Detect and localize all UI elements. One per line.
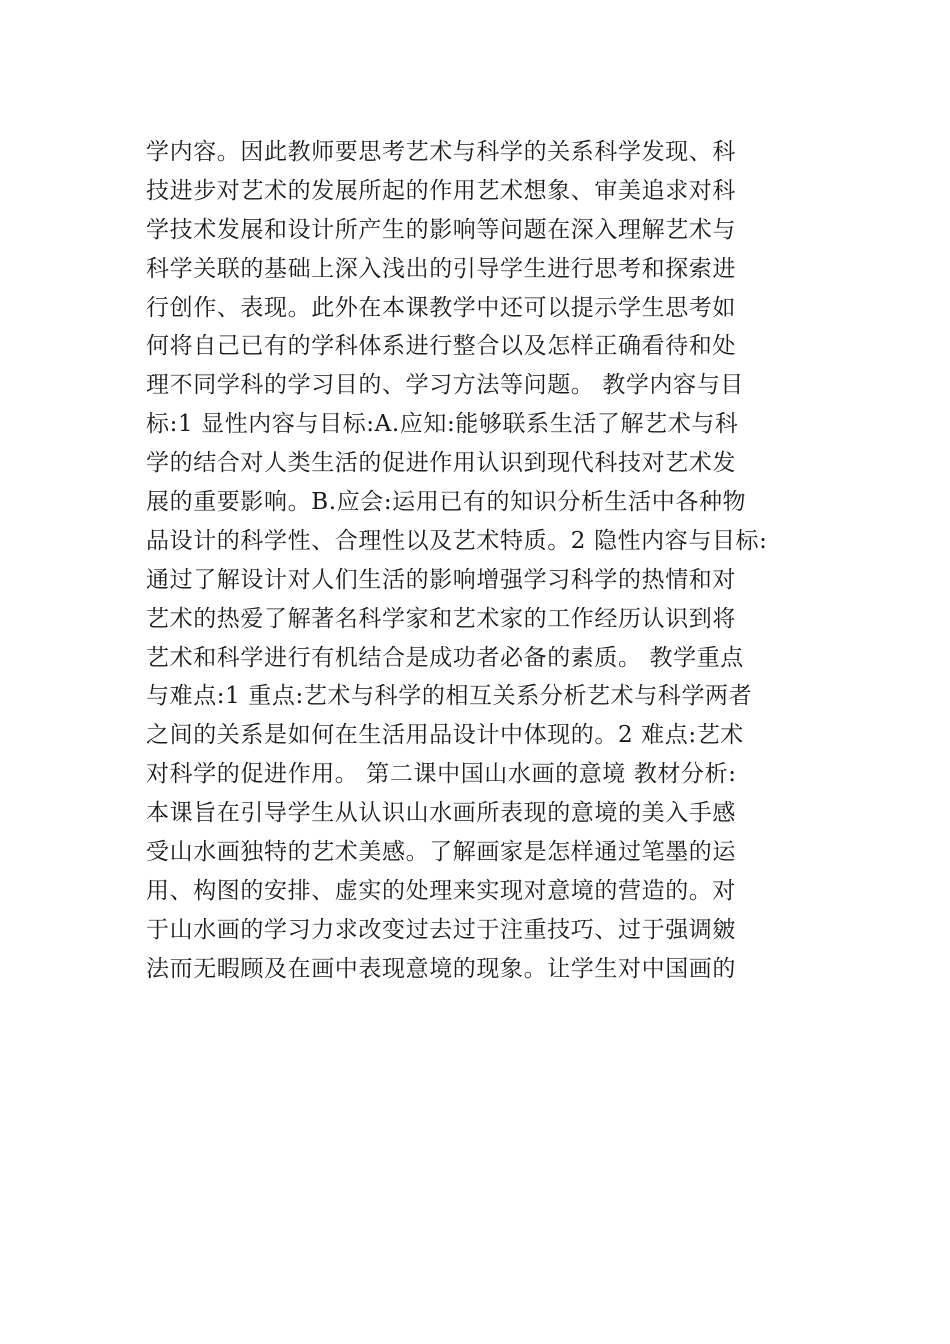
- text-line: 学技术发展和设计所产生的影响等问题在深入理解艺术与: [146, 216, 736, 243]
- text-line: 之间的关系是如何在生活用品设计中体现的。2 难点:艺术: [146, 722, 744, 749]
- text-line: 通过了解设计对人们生活的影响增强学习科学的热情和对: [146, 566, 736, 593]
- text-line: 本课旨在引导学生从认识山水画所表现的意境的美入手感: [146, 800, 736, 827]
- text-line: 何将自己已有的学科体系进行整合以及怎样正确看待和处: [146, 333, 736, 360]
- text-line: 对科学的促进作用。 第二课中国山水画的意境 教材分析:: [146, 761, 737, 788]
- text-line: 受山水画独特的艺术美感。了解画家是怎样通过笔墨的运: [146, 839, 736, 866]
- text-line: 法而无暇顾及在画中表现意境的现象。让学生对中国画的: [146, 955, 736, 982]
- text-line: 技进步对艺术的发展所起的作用艺术想象、审美追求对科: [146, 177, 736, 204]
- text-line: 与难点:1 重点:艺术与科学的相互关系分析艺术与科学两者: [146, 683, 753, 710]
- text-line: 用、构图的安排、虚实的处理来实现对意境的营造的。对: [146, 877, 736, 904]
- body-text: [146, 133, 826, 989]
- text-line: 于山水画的学习力求改变过去过于注重技巧、过于强调皴: [146, 916, 736, 943]
- text-line: 标:1 显性内容与目标:A.应知:能够联系生活了解艺术与科: [146, 411, 739, 438]
- text-line: 科学关联的基础上深入浅出的引导学生进行思考和探索进: [146, 255, 736, 282]
- text-line: 学的结合对人类生活的促进作用认识到现代科技对艺术发: [146, 450, 736, 477]
- text-line: 艺术和科学进行有机结合是成功者必备的素质。 教学重点: [146, 644, 744, 671]
- text-line: 行创作、表现。此外在本课教学中还可以提示学生思考如: [146, 294, 736, 321]
- text-line: 学内容。因此教师要思考艺术与科学的关系科学发现、科: [146, 139, 736, 165]
- text-line: 展的重要影响。B.应会:运用已有的知识分析生活中各种物: [146, 489, 747, 516]
- text-line: 理不同学科的学习目的、学习方法等问题。 教学内容与目: [146, 372, 744, 399]
- text-line: 品设计的科学性、合理性以及艺术特质。2 隐性内容与目标:: [146, 527, 768, 554]
- text-line: 艺术的热爱了解著名科学家和艺术家的工作经历认识到将: [146, 605, 736, 632]
